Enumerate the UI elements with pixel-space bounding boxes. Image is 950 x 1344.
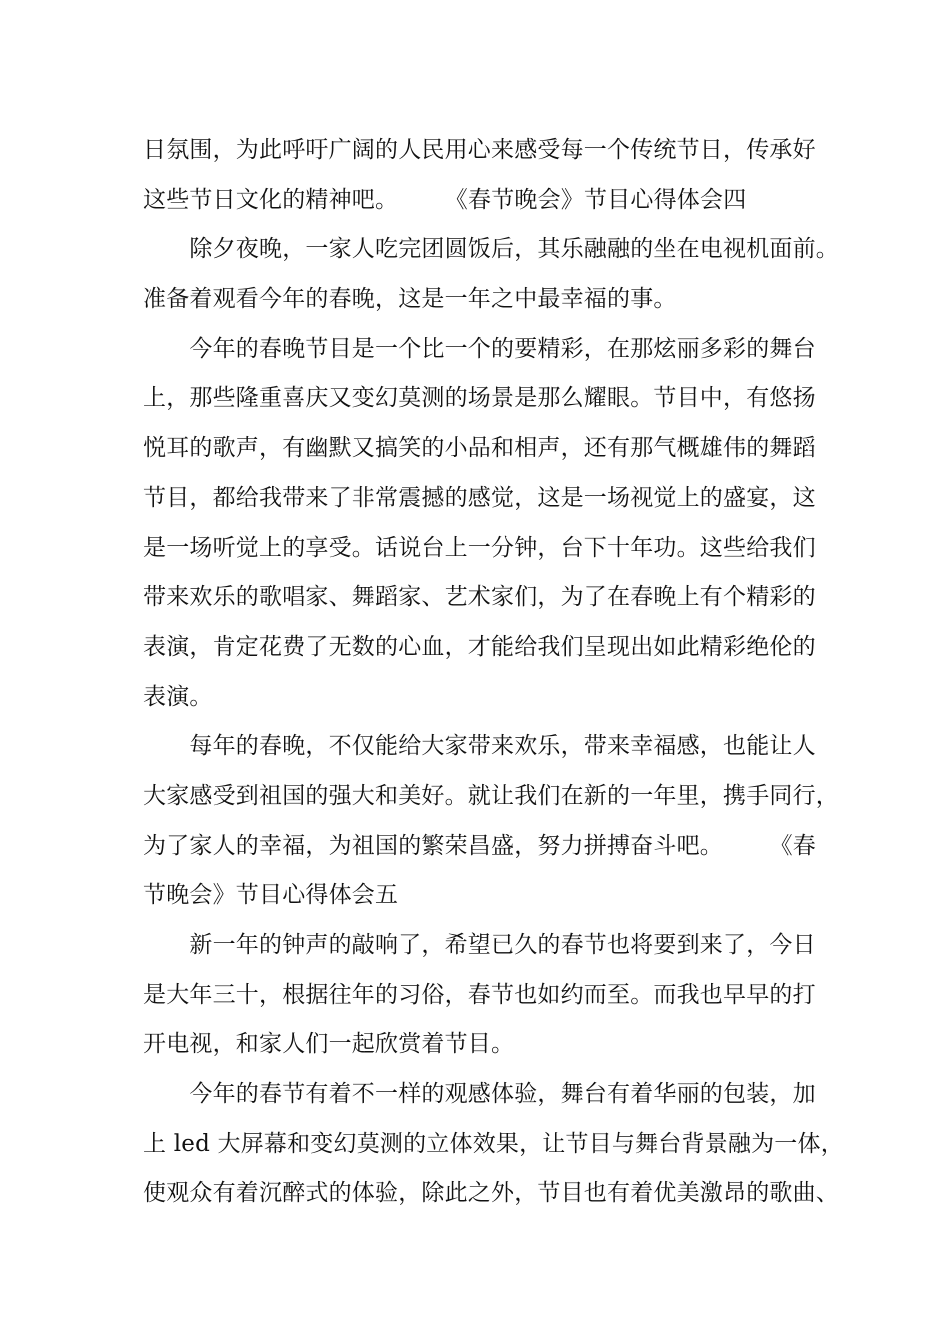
text-line: 每年的春晚，不仅能给大家带来欢乐，带来幸福感，也能让人 (143, 733, 816, 759)
text-line: 节晚会》节目心得体会五 (143, 882, 399, 908)
text-line: 表演，肯定花费了无数的心血，才能给我们呈现出如此精彩绝伦的 (143, 634, 816, 660)
text-line: 大家感受到祖国的强大和美好。就让我们在新的一年里，携手同行， (143, 783, 839, 809)
text-line: 是一场听觉上的享受。话说台上一分钟，台下十年功。这些给我们 (143, 535, 816, 561)
text-line: 今年的春晚节目是一个比一个的要精彩，在那炫丽多彩的舞台 (143, 336, 816, 362)
text-line: 除夕夜晚，一家人吃完团圆饭后，其乐融融的坐在电视机面前。 (143, 236, 839, 262)
text-line: 使观众有着沉醉式的体验，除此之外，节目也有着优美激昂的歌曲、 (143, 1180, 839, 1206)
text-line: 是大年三十，根据往年的习俗，春节也如约而至。而我也早早的打 (143, 982, 816, 1008)
text-line: 今年的春节有着不一样的观感体验，舞台有着华丽的包装，加 (143, 1081, 816, 1107)
text-line: 节目，都给我带来了非常震撼的感觉，这是一场视觉上的盛宴，这 (143, 485, 816, 511)
text-line: 新一年的钟声的敲响了，希望已久的春节也将要到来了，今日 (143, 932, 816, 958)
text-line: 开电视，和家人们一起欣赏着节目。 (143, 1031, 515, 1057)
text-line: 上 led 大屏幕和变幻莫测的立体效果，让节目与舞台背景融为一体， (143, 1131, 844, 1157)
text-line: 日氛围，为此呼吁广阔的人民用心来感受每一个传统节日，传承好 (143, 137, 816, 163)
text-line: 这些节日文化的精神吧。 《春节晚会》节目心得体会四 (143, 187, 747, 213)
text-line: 为了家人的幸福，为祖国的繁荣昌盛，努力拼搏奋斗吧。 《春 (143, 833, 816, 859)
text-line: 上，那些隆重喜庆又变幻莫测的场景是那么耀眼。节目中，有悠扬 (143, 385, 816, 411)
text-line: 悦耳的歌声，有幽默又搞笑的小品和相声，还有那气概雄伟的舞蹈 (143, 435, 816, 461)
text-line: 表演。 (143, 684, 213, 710)
text-line: 准备着观看今年的春晚，这是一年之中最幸福的事。 (143, 286, 677, 312)
text-line: 带来欢乐的歌唱家、舞蹈家、艺术家们，为了在春晚上有个精彩的 (143, 584, 816, 610)
